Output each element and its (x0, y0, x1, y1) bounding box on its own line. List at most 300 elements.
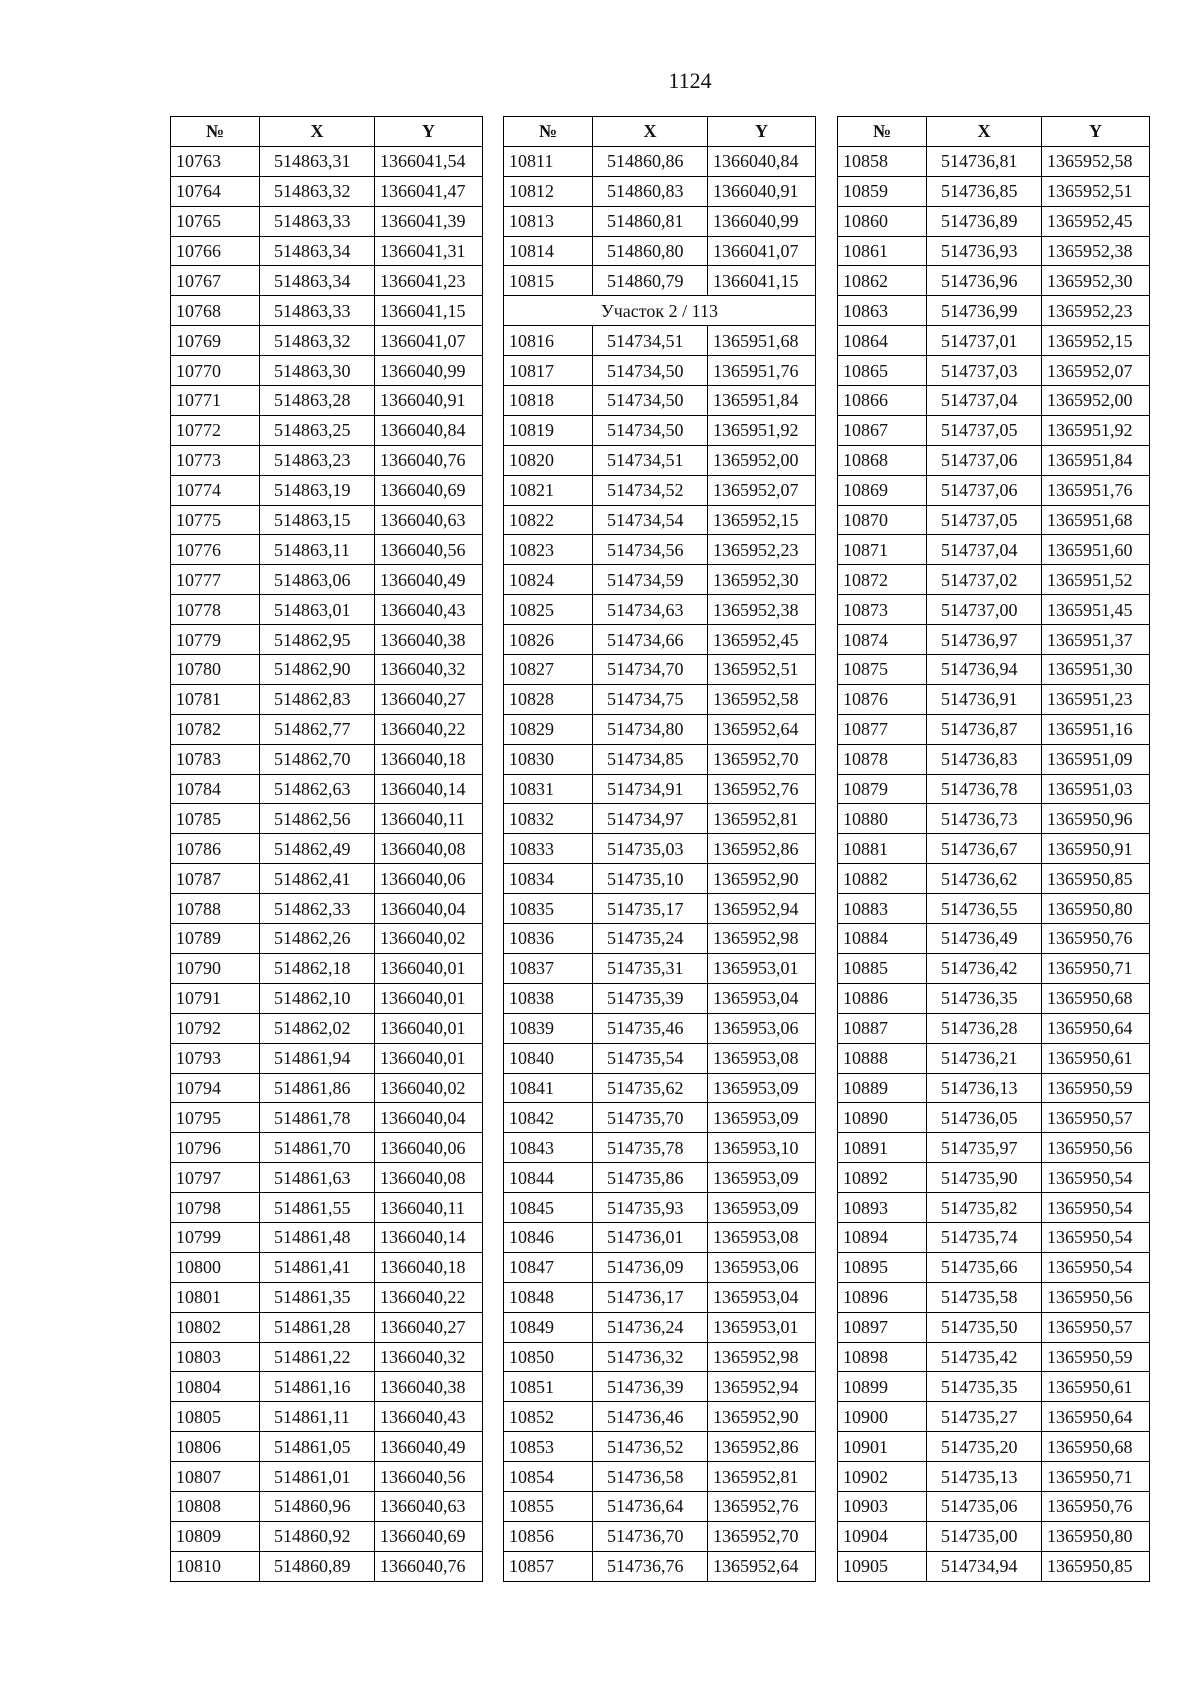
cell-number: 10775 (171, 505, 260, 535)
cell-x: 514735,58 (927, 1282, 1042, 1312)
coordinates-table-1 (170, 116, 483, 1582)
cell-x: 514863,06 (260, 565, 375, 595)
cell-number: 10896 (838, 1282, 927, 1312)
page-number: 1124 (668, 68, 712, 93)
cell-x: 514862,95 (260, 625, 375, 655)
cell-number: 10810 (171, 1551, 260, 1581)
cell-number: 10791 (171, 983, 260, 1013)
cell-x: 514736,24 (593, 1312, 708, 1342)
table-row (171, 1163, 483, 1193)
cell-number: 10866 (838, 386, 927, 416)
cell-x: 514862,77 (260, 714, 375, 744)
table-row (838, 1342, 1150, 1372)
cell-y: 1365950,54 (1042, 1222, 1150, 1252)
cell-number: 10840 (504, 1043, 593, 1073)
cell-number: 10799 (171, 1222, 260, 1252)
cell-number: 10902 (838, 1462, 927, 1492)
cell-x: 514862,83 (260, 684, 375, 714)
cell-number: 10825 (504, 595, 593, 625)
cell-number: 10855 (504, 1491, 593, 1521)
table-row (171, 475, 483, 505)
table-row (838, 834, 1150, 864)
cell-y: 1366040,01 (375, 1043, 483, 1073)
cell-y: 1366040,27 (375, 684, 483, 714)
cell-y: 1365952,30 (1042, 266, 1150, 296)
cell-x: 514736,17 (593, 1282, 708, 1312)
cell-y: 1365952,51 (1042, 176, 1150, 206)
cell-number: 10797 (171, 1163, 260, 1193)
cell-x: 514863,30 (260, 356, 375, 386)
cell-y: 1365951,68 (1042, 505, 1150, 535)
cell-number: 10823 (504, 535, 593, 565)
cell-x: 514736,62 (927, 864, 1042, 894)
cell-x: 514735,10 (593, 864, 708, 894)
table-row (171, 655, 483, 685)
table-row (838, 1372, 1150, 1402)
table-header-row (838, 117, 1150, 147)
cell-y: 1365950,96 (1042, 804, 1150, 834)
cell-y: 1366041,07 (708, 236, 816, 266)
cell-number: 10871 (838, 535, 927, 565)
cell-x: 514861,41 (260, 1252, 375, 1282)
cell-x: 514734,56 (593, 535, 708, 565)
cell-x: 514737,04 (927, 535, 1042, 565)
table-row (171, 1103, 483, 1133)
cell-number: 10885 (838, 953, 927, 983)
cell-number: 10895 (838, 1252, 927, 1282)
table-row (171, 535, 483, 565)
cell-number: 10788 (171, 894, 260, 924)
cell-number: 10796 (171, 1133, 260, 1163)
cell-number: 10814 (504, 236, 593, 266)
header-number: № (504, 117, 593, 147)
cell-x: 514734,50 (593, 356, 708, 386)
cell-y: 1365951,45 (1042, 595, 1150, 625)
cell-number: 10834 (504, 864, 593, 894)
table-row (504, 774, 816, 804)
table-row (171, 1372, 483, 1402)
cell-x: 514736,78 (927, 774, 1042, 804)
table-row (504, 505, 816, 535)
cell-y: 1366040,27 (375, 1312, 483, 1342)
cell-y: 1365953,09 (708, 1193, 816, 1223)
table-row (504, 953, 816, 983)
cell-y: 1366040,84 (708, 146, 816, 176)
table-row (504, 445, 816, 475)
cell-y: 1365952,07 (708, 475, 816, 505)
cell-y: 1365951,76 (1042, 475, 1150, 505)
cell-y: 1365952,94 (708, 894, 816, 924)
cell-number: 10780 (171, 655, 260, 685)
cell-x: 514735,46 (593, 1013, 708, 1043)
table-row (838, 1551, 1150, 1581)
table-row (504, 1312, 816, 1342)
cell-y: 1366040,91 (708, 176, 816, 206)
cell-number: 10821 (504, 475, 593, 505)
table-row (838, 415, 1150, 445)
cell-y: 1365950,68 (1042, 983, 1150, 1013)
cell-x: 514735,90 (927, 1163, 1042, 1193)
table-header-row (171, 117, 483, 147)
cell-x: 514736,09 (593, 1252, 708, 1282)
cell-x: 514863,32 (260, 176, 375, 206)
cell-y: 1365950,71 (1042, 1462, 1150, 1492)
cell-x: 514734,50 (593, 415, 708, 445)
table-row (504, 1462, 816, 1492)
cell-x: 514737,05 (927, 415, 1042, 445)
table-row (838, 625, 1150, 655)
cell-y: 1365952,86 (708, 834, 816, 864)
table-row (171, 1222, 483, 1252)
cell-number: 10777 (171, 565, 260, 595)
cell-number: 10899 (838, 1372, 927, 1402)
cell-number: 10891 (838, 1133, 927, 1163)
cell-y: 1365952,58 (1042, 146, 1150, 176)
cell-x: 514735,27 (927, 1402, 1042, 1432)
cell-number: 10904 (838, 1521, 927, 1551)
cell-y: 1366041,47 (375, 176, 483, 206)
cell-number: 10817 (504, 356, 593, 386)
cell-x: 514735,13 (927, 1462, 1042, 1492)
table-row (171, 146, 483, 176)
cell-x: 514735,54 (593, 1043, 708, 1073)
cell-number: 10769 (171, 326, 260, 356)
cell-number: 10783 (171, 744, 260, 774)
table-row (504, 924, 816, 954)
cell-x: 514863,25 (260, 415, 375, 445)
cell-number: 10897 (838, 1312, 927, 1342)
table-row (504, 1222, 816, 1252)
table-row (504, 864, 816, 894)
table-row (171, 1252, 483, 1282)
cell-number: 10787 (171, 864, 260, 894)
cell-x: 514861,55 (260, 1193, 375, 1223)
cell-number: 10881 (838, 834, 927, 864)
table-row (171, 684, 483, 714)
table-row (838, 1521, 1150, 1551)
cell-x: 514860,92 (260, 1521, 375, 1551)
cell-y: 1365952,98 (708, 924, 816, 954)
cell-x: 514735,31 (593, 953, 708, 983)
cell-x: 514735,42 (927, 1342, 1042, 1372)
cell-x: 514736,58 (593, 1462, 708, 1492)
table-row (504, 983, 816, 1013)
table-row (838, 1163, 1150, 1193)
cell-number: 10818 (504, 386, 593, 416)
table-row (838, 386, 1150, 416)
cell-number: 10765 (171, 206, 260, 236)
cell-y: 1366040,02 (375, 1073, 483, 1103)
cell-x: 514737,02 (927, 565, 1042, 595)
cell-x: 514736,46 (593, 1402, 708, 1432)
cell-y: 1365950,80 (1042, 894, 1150, 924)
table-row (504, 1252, 816, 1282)
cell-number: 10894 (838, 1222, 927, 1252)
cell-y: 1365950,56 (1042, 1133, 1150, 1163)
header-x: X (593, 117, 708, 147)
table-row (838, 655, 1150, 685)
cell-y: 1366041,54 (375, 146, 483, 176)
cell-number: 10808 (171, 1491, 260, 1521)
cell-y: 1365952,58 (708, 684, 816, 714)
cell-x: 514735,17 (593, 894, 708, 924)
cell-x: 514862,02 (260, 1013, 375, 1043)
cell-x: 514736,94 (927, 655, 1042, 685)
cell-number: 10838 (504, 983, 593, 1013)
cell-x: 514737,04 (927, 386, 1042, 416)
table-row (838, 924, 1150, 954)
cell-number: 10864 (838, 326, 927, 356)
cell-number: 10833 (504, 834, 593, 864)
table-row (504, 1432, 816, 1462)
cell-number: 10774 (171, 475, 260, 505)
cell-number: 10863 (838, 296, 927, 326)
cell-x: 514734,75 (593, 684, 708, 714)
table-row (171, 1312, 483, 1342)
cell-y: 1366040,11 (375, 1193, 483, 1223)
cell-y: 1366040,43 (375, 1402, 483, 1432)
cell-number: 10800 (171, 1252, 260, 1282)
cell-y: 1365952,76 (708, 774, 816, 804)
table-row (838, 864, 1150, 894)
cell-x: 514736,35 (927, 983, 1042, 1013)
table-row (838, 1193, 1150, 1223)
table-row (504, 625, 816, 655)
cell-number: 10875 (838, 655, 927, 685)
header-y: Y (375, 117, 483, 147)
cell-x: 514736,99 (927, 296, 1042, 326)
header-x: X (927, 117, 1042, 147)
cell-number: 10771 (171, 386, 260, 416)
table-row (838, 565, 1150, 595)
cell-number: 10850 (504, 1342, 593, 1372)
cell-x: 514734,51 (593, 326, 708, 356)
cell-x: 514863,28 (260, 386, 375, 416)
cell-number: 10802 (171, 1312, 260, 1342)
cell-y: 1365953,04 (708, 983, 816, 1013)
cell-y: 1365952,23 (708, 535, 816, 565)
cell-x: 514863,15 (260, 505, 375, 535)
table-row (504, 595, 816, 625)
cell-x: 514861,70 (260, 1133, 375, 1163)
cell-y: 1365953,08 (708, 1222, 816, 1252)
cell-x: 514736,05 (927, 1103, 1042, 1133)
cell-number: 10790 (171, 953, 260, 983)
cell-y: 1365953,01 (708, 1312, 816, 1342)
table-row (171, 326, 483, 356)
cell-y: 1365951,68 (708, 326, 816, 356)
cell-number: 10837 (504, 953, 593, 983)
table-row (171, 1013, 483, 1043)
cell-number: 10766 (171, 236, 260, 266)
cell-y: 1366040,01 (375, 983, 483, 1013)
cell-number: 10901 (838, 1432, 927, 1462)
cell-y: 1365952,45 (1042, 206, 1150, 236)
cell-number: 10768 (171, 296, 260, 326)
cell-x: 514862,10 (260, 983, 375, 1013)
cell-number: 10789 (171, 924, 260, 954)
cell-y: 1365951,76 (708, 356, 816, 386)
cell-x: 514736,67 (927, 834, 1042, 864)
table-row (504, 1521, 816, 1551)
table-row (171, 1551, 483, 1581)
cell-x: 514736,73 (927, 804, 1042, 834)
table-row (171, 1073, 483, 1103)
table-row (838, 176, 1150, 206)
cell-y: 1365952,81 (708, 804, 816, 834)
table-row (504, 146, 816, 176)
table-row (171, 864, 483, 894)
table-row (504, 1103, 816, 1133)
cell-y: 1366040,08 (375, 1163, 483, 1193)
cell-y: 1365950,71 (1042, 953, 1150, 983)
cell-y: 1365950,76 (1042, 1491, 1150, 1521)
cell-y: 1365950,85 (1042, 1551, 1150, 1581)
cell-x: 514863,31 (260, 146, 375, 176)
cell-y: 1366040,18 (375, 1252, 483, 1282)
cell-x: 514862,26 (260, 924, 375, 954)
cell-y: 1366040,49 (375, 1432, 483, 1462)
cell-y: 1366040,56 (375, 535, 483, 565)
table-row (504, 266, 816, 296)
table-row (504, 1133, 816, 1163)
cell-y: 1365953,06 (708, 1252, 816, 1282)
cell-x: 514736,01 (593, 1222, 708, 1252)
cell-number: 10841 (504, 1073, 593, 1103)
cell-y: 1366040,43 (375, 595, 483, 625)
cell-y: 1366040,22 (375, 1282, 483, 1312)
table-row (504, 236, 816, 266)
cell-number: 10785 (171, 804, 260, 834)
cell-y: 1365953,09 (708, 1163, 816, 1193)
cell-x: 514737,05 (927, 505, 1042, 535)
cell-x: 514861,22 (260, 1342, 375, 1372)
cell-y: 1365952,94 (708, 1372, 816, 1402)
table-row (838, 804, 1150, 834)
cell-y: 1366040,69 (375, 475, 483, 505)
cell-x: 514736,39 (593, 1372, 708, 1402)
cell-number: 10900 (838, 1402, 927, 1432)
cell-number: 10819 (504, 415, 593, 445)
cell-number: 10773 (171, 445, 260, 475)
table-row (838, 744, 1150, 774)
table-row (171, 356, 483, 386)
table-row (171, 774, 483, 804)
cell-number: 10843 (504, 1133, 593, 1163)
cell-x: 514861,28 (260, 1312, 375, 1342)
cell-number: 10853 (504, 1432, 593, 1462)
cell-y: 1366041,23 (375, 266, 483, 296)
table-row (838, 953, 1150, 983)
cell-number: 10784 (171, 774, 260, 804)
cell-x: 514734,59 (593, 565, 708, 595)
cell-y: 1366040,63 (375, 1491, 483, 1521)
cell-y: 1365953,09 (708, 1073, 816, 1103)
cell-y: 1365953,08 (708, 1043, 816, 1073)
cell-number: 10867 (838, 415, 927, 445)
cell-y: 1365952,00 (708, 445, 816, 475)
cell-y: 1366040,32 (375, 655, 483, 685)
cell-x: 514861,35 (260, 1282, 375, 1312)
cell-number: 10880 (838, 804, 927, 834)
cell-x: 514862,56 (260, 804, 375, 834)
table-row (838, 475, 1150, 505)
cell-number: 10877 (838, 714, 927, 744)
cell-x: 514737,00 (927, 595, 1042, 625)
cell-number: 10767 (171, 266, 260, 296)
cell-x: 514735,78 (593, 1133, 708, 1163)
cell-x: 514862,90 (260, 655, 375, 685)
cell-y: 1366040,63 (375, 505, 483, 535)
table-row (171, 625, 483, 655)
cell-number: 10888 (838, 1043, 927, 1073)
coordinates-table-2 (503, 116, 816, 1582)
cell-x: 514861,63 (260, 1163, 375, 1193)
table-row (504, 1193, 816, 1223)
table-row (838, 1462, 1150, 1492)
cell-y: 1365951,09 (1042, 744, 1150, 774)
table-row (838, 1491, 1150, 1521)
cell-number: 10844 (504, 1163, 593, 1193)
cell-y: 1365950,59 (1042, 1073, 1150, 1103)
table-row (838, 595, 1150, 625)
table-row (171, 834, 483, 864)
header-number: № (838, 117, 927, 147)
table-row (504, 415, 816, 445)
cell-y: 1365951,30 (1042, 655, 1150, 685)
table-row (838, 206, 1150, 236)
cell-y: 1366040,91 (375, 386, 483, 416)
cell-number: 10859 (838, 176, 927, 206)
cell-number: 10794 (171, 1073, 260, 1103)
cell-number: 10846 (504, 1222, 593, 1252)
cell-x: 514863,11 (260, 535, 375, 565)
cell-x: 514861,48 (260, 1222, 375, 1252)
cell-x: 514861,94 (260, 1043, 375, 1073)
cell-y: 1365952,86 (708, 1432, 816, 1462)
cell-y: 1365951,92 (1042, 415, 1150, 445)
table-row (838, 1252, 1150, 1282)
header-number: № (171, 117, 260, 147)
cell-y: 1365952,51 (708, 655, 816, 685)
cell-number: 10848 (504, 1282, 593, 1312)
cell-x: 514736,28 (927, 1013, 1042, 1043)
cell-x: 514862,41 (260, 864, 375, 894)
cell-x: 514860,80 (593, 236, 708, 266)
cell-x: 514736,13 (927, 1073, 1042, 1103)
table-row (838, 296, 1150, 326)
table-row (504, 535, 816, 565)
cell-number: 10831 (504, 774, 593, 804)
cell-y: 1366040,06 (375, 1133, 483, 1163)
cell-number: 10805 (171, 1402, 260, 1432)
cell-y: 1365950,64 (1042, 1402, 1150, 1432)
cell-number: 10874 (838, 625, 927, 655)
cell-x: 514863,23 (260, 445, 375, 475)
cell-number: 10782 (171, 714, 260, 744)
cell-number: 10829 (504, 714, 593, 744)
table-row (504, 206, 816, 236)
cell-x: 514860,96 (260, 1491, 375, 1521)
cell-y: 1365950,76 (1042, 924, 1150, 954)
cell-x: 514736,49 (927, 924, 1042, 954)
table-row (171, 1342, 483, 1372)
cell-y: 1366040,99 (375, 356, 483, 386)
cell-x: 514736,42 (927, 953, 1042, 983)
cell-x: 514736,93 (927, 236, 1042, 266)
cell-x: 514735,35 (927, 1372, 1042, 1402)
cell-number: 10845 (504, 1193, 593, 1223)
